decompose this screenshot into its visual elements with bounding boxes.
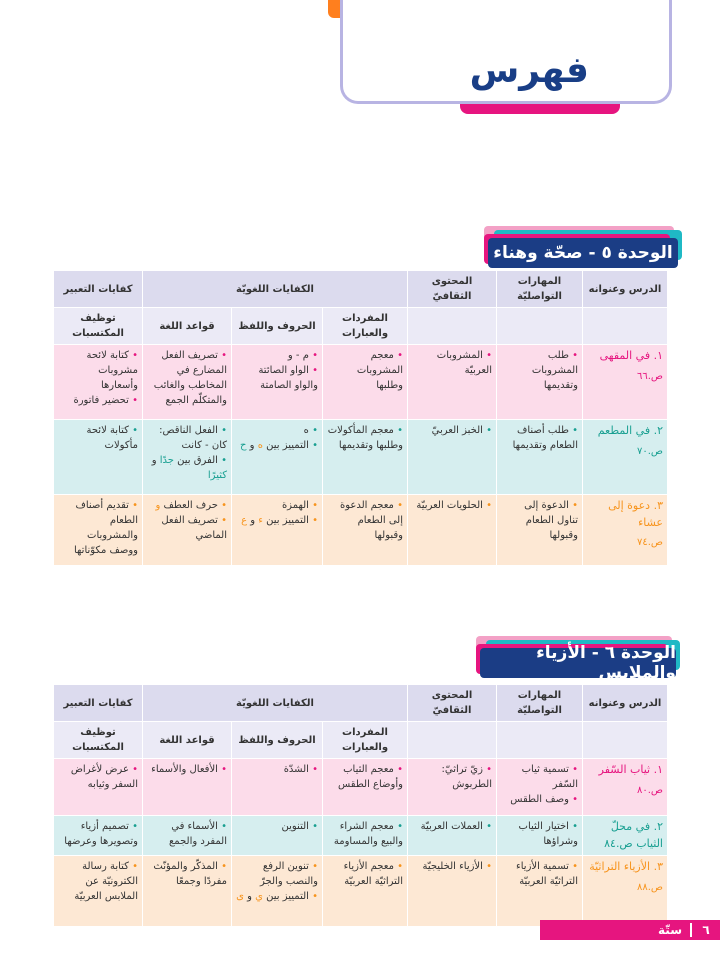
cell-grammar: • تصريف الفعل المضارع في المخاطب والغائب والمتكلّم الجمع	[147, 348, 227, 408]
cell-grammar: • الأسماء في المفرد والجمع	[147, 819, 227, 849]
lesson-title[interactable]: ٢. في المطعم	[597, 424, 663, 437]
cell-letters: • الشدّة	[236, 762, 318, 777]
title-card	[340, 0, 672, 104]
cell-communicative: • اختيار الثياب وشراؤها	[501, 819, 578, 849]
header-expression: كفايات التعبير	[54, 685, 142, 721]
unit-6-banner	[470, 636, 676, 683]
header-cultural: المحتوى الثقافيّ	[408, 685, 496, 721]
page-number-word: ستّة	[658, 923, 682, 937]
cell-vocab: • معجم الشراء والبيع والمساومة	[327, 819, 403, 849]
cell-cultural: • الحلويات العربيّة	[412, 498, 492, 513]
cell-employing: • تصميم أزياء وتصويرها وعرضها	[58, 819, 138, 849]
cell-communicative: • الدعوة إلى تناول الطعام وقبولها	[501, 498, 578, 543]
unit-6-table	[53, 684, 668, 927]
cell-cultural: • زيّ تراثيّ: الطربوش	[412, 762, 492, 792]
table-row	[54, 420, 667, 494]
header-lesson: الدرس وعنوانه	[583, 685, 667, 721]
cell-employing: • كتابة رسالة الكترونيّة عن الملابس العربيّة	[58, 859, 138, 904]
cell-communicative: • طلب أصناف الطعام وتقديمها	[501, 423, 578, 453]
cell-communicative: • تسمية ثياب السّفر	[501, 762, 578, 792]
cell-employing: • كتابة لائحة مأكولات	[58, 423, 138, 453]
lesson-title[interactable]: ٣. دعوة إلى عشاء	[608, 499, 663, 529]
header-cultural: المحتوى الثقافيّ	[408, 271, 496, 307]
cell-letters: • تنوين الرفع والنصب والجرّ	[236, 859, 318, 889]
header-letters: الحروف واللفظ	[232, 722, 322, 758]
cell-communicative: • تسمية الأزياء التراثيّة العربيّة	[501, 859, 578, 889]
lesson-page: ص.٧٠	[636, 445, 663, 457]
lesson-page: ص.٧٤	[636, 537, 663, 548]
header-communicative: المهارات التواصليّة	[497, 685, 582, 721]
page-title: فهرس	[469, 50, 589, 91]
cell-grammar: • الأفعال والأسماء	[147, 762, 227, 777]
cell-employing: • تحضير فاتورة	[58, 393, 138, 408]
cell-letters: • م - و	[236, 348, 318, 363]
cell-cultural: • الخبز العربيّ	[412, 423, 492, 438]
cell-vocab: • معجم المأكولات وطلبها وتقديمها	[327, 423, 403, 453]
header-grammar: قواعد اللغة	[143, 308, 231, 344]
cell-vocab: • معجم الثياب وأوضاع الطقس	[327, 762, 403, 792]
header-employing: توظيف المكتسبات	[54, 722, 142, 758]
page-footer	[540, 920, 720, 940]
cell-letters: • التنوين	[236, 819, 318, 834]
lesson-page: ص.٦٦	[636, 370, 663, 382]
header-employing: توظيف المكتسبات	[54, 308, 142, 344]
unit-5-title: الوحدة ٥ - صحّة وهناء	[488, 238, 678, 268]
table-row	[54, 345, 667, 419]
header-letters: الحروف واللفظ	[232, 308, 322, 344]
cell-vocab: • معجم الدعوة إلى الطعام وقبولها	[327, 498, 403, 543]
cell-grammar: • الفرق بين جدًا و كثيرًا	[147, 453, 227, 483]
table-row	[54, 816, 667, 855]
unit-6-title: الوحدة ٦ - الأزياء والملابس	[480, 648, 676, 678]
lesson-title[interactable]: ١. في المقهى	[599, 349, 663, 362]
table-row	[54, 856, 667, 926]
cell-employing: • عرض لأغراض السفر وثيابه	[58, 762, 138, 792]
cell-cultural: • الأزياء الخليجيّة	[412, 859, 492, 874]
cell-letters: • التمييز بين ء و ع	[236, 513, 318, 528]
cell-vocab: • معجم المشروبات وطلبها	[327, 348, 403, 393]
lesson-page: ص.٨٤	[604, 836, 633, 850]
cell-grammar: • تصريف الفعل الماضي	[147, 513, 227, 543]
cell-cultural: • العملات العربيّة	[412, 819, 492, 834]
cell-cultural: • المشروبات العربيّة	[412, 348, 492, 378]
header-linguistic: الكفايات اللغويّة	[143, 271, 407, 307]
page-number: ٦	[690, 923, 720, 937]
header-vocab: المفردات والعبارات	[323, 722, 407, 758]
unit-5-table	[53, 270, 668, 566]
header-communicative: المهارات التواصليّة	[497, 271, 582, 307]
header-lesson: الدرس وعنوانه	[583, 271, 667, 307]
lesson-title[interactable]: ٣. الأزياء التراثيّة	[589, 860, 663, 873]
cell-letters: • ه	[236, 423, 318, 438]
cell-employing: • كتابة لائحة مشروبات وأسعارها	[58, 348, 138, 393]
cell-grammar: • حرف العطف و	[147, 498, 227, 513]
cell-letters: • الهمزة	[236, 498, 318, 513]
cell-letters: • التمييز بين ه و ح	[236, 438, 318, 453]
cell-communicative: • طلب المشروبات وتقديمها	[501, 348, 578, 393]
unit-5-banner	[478, 226, 678, 270]
lesson-title[interactable]: ٢. في محلّ الثياب	[610, 820, 663, 850]
header-vocab: المفردات والعبارات	[323, 308, 407, 344]
table-row	[54, 495, 667, 565]
cell-grammar: • المذكّر والمؤنّث مفردًا وجمعًا	[147, 859, 227, 889]
lesson-title[interactable]: ١. ثياب السّفر	[598, 763, 663, 776]
lesson-page: ص.٨٠	[636, 784, 663, 796]
cell-grammar: • الفعل الناقص: كان - كانت	[147, 423, 227, 453]
header-expression: كفايات التعبير	[54, 271, 142, 307]
cell-employing: • تقديم أصناف الطعام والمشروبات ووصف مكوّناتها	[58, 498, 138, 558]
lesson-page: ص.٨٨	[636, 881, 663, 893]
cell-communicative: • وصف الطقس	[501, 792, 578, 807]
header-linguistic: الكفايات اللغويّة	[143, 685, 407, 721]
table-row	[54, 759, 667, 815]
cell-letters: • التمييز بين ي و ى	[236, 889, 318, 904]
cell-vocab: • معجم الأزياء التراثيّة العربيّة	[327, 859, 403, 889]
cell-letters: • الواو الصائتة والواو الصامتة	[236, 363, 318, 393]
header-grammar: قواعد اللغة	[143, 722, 231, 758]
